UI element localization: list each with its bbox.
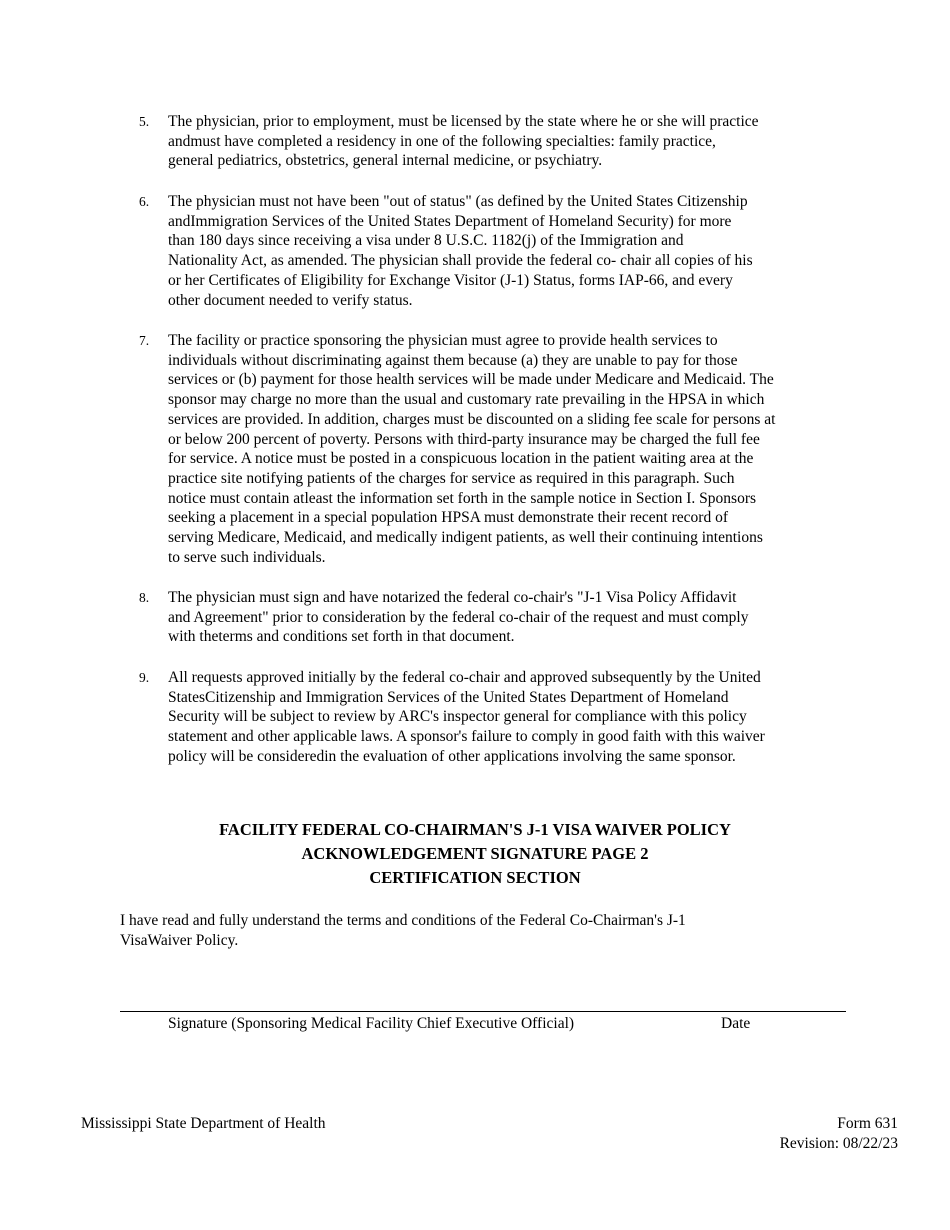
item-text-line: and Agreement" prior to consideration by the federal co-chair of the request and must comply	[168, 608, 749, 626]
item-text-line: general pediatrics, obstetrics, general internal medicine, or psychiatry.	[168, 152, 603, 170]
heading-line-2: ACKNOWLEDGEMENT SIGNATURE PAGE 2	[301, 843, 649, 863]
item-text-line: for service. A notice must be posted in a conspicuous location in the patient waiting area at the	[168, 450, 754, 468]
item-text-line: andImmigration Services of the United States Department of Homeland Security) for more	[168, 212, 732, 230]
item-text-line: andmust have completed a residency in one of the following specialties: family practice,	[168, 132, 716, 150]
certification-statement	[120, 911, 686, 950]
item-text-line: than 180 days since receiving a visa under 8 U.S.C. 1182(j) of the Immigration and	[168, 232, 684, 250]
policy-item-6	[139, 192, 840, 310]
item-text-line: The physician, prior to employment, must be licensed by the state where he or she will practice	[168, 113, 759, 130]
item-text-line: serving Medicare, Medicaid, and medically indigent patients, as well their continuing intentions	[168, 529, 763, 547]
footer-revision: Revision: 08/22/23	[779, 1135, 898, 1152]
policy-item-9	[139, 668, 840, 767]
item-text-line: seeking a placement in a special population HPSA must demonstrate their recent record of	[168, 509, 728, 527]
item-number: 8.	[139, 590, 150, 605]
date-label: Date	[721, 1015, 751, 1032]
item-text-line: practice site notifying patients of the charges for service as required in this paragraph. Such	[168, 469, 735, 487]
heading-line-3: CERTIFICATION SECTION	[369, 867, 581, 887]
item-text-line: StatesCitizenship and Immigration Services of the United States Department of Homeland	[168, 688, 729, 706]
footer-form-number: Form 631	[837, 1115, 898, 1132]
policy-item-8	[139, 588, 840, 647]
item-text-line: The physician must not have been "out of status" (as defined by the United States Citizenship	[168, 193, 748, 210]
footer-department: Mississippi State Department of Health	[81, 1115, 326, 1132]
section-heading	[0, 818, 950, 889]
footer-form-info	[780, 1114, 898, 1154]
item-text-line: statement and other applicable laws. A sponsor's failure to comply in good faith with this waiver	[168, 728, 765, 746]
item-number: 9.	[139, 670, 150, 685]
signature-label: Signature (Sponsoring Medical Facility Chief Executive Official)	[168, 1015, 575, 1032]
item-text-line: Nationality Act, as amended. The physician shall provide the federal co- chair all copies of his	[168, 252, 753, 270]
certification-line-2: VisaWaiver Policy.	[120, 931, 239, 949]
item-text-line: notice must contain atleast the information set forth in the sample notice in Section I. Sponsors	[168, 489, 757, 507]
item-text-line: to serve such individuals.	[168, 548, 326, 566]
item-text-line: The facility or practice sponsoring the physician must agree to provide health services to	[168, 332, 718, 349]
item-text-line: services or (b) payment for those health services will be made under Medicare and Medicaid. The	[168, 371, 774, 389]
item-text-line: All requests approved initially by the federal co-chair and approved subsequently by the United	[168, 669, 761, 686]
heading-line-1: FACILITY FEDERAL CO-CHAIRMAN'S J-1 VISA WAIVER POLICY	[219, 820, 731, 839]
item-number: 5.	[139, 114, 150, 129]
item-number: 6.	[139, 194, 150, 209]
certification-line-1: I have read and fully understand the terms and conditions of the Federal Co-Chairman's J-1	[120, 912, 686, 929]
policy-item-5	[139, 112, 840, 171]
item-text-line: with theterms and conditions set forth in that document.	[168, 628, 515, 646]
policy-item-7	[139, 331, 840, 567]
signature-line[interactable]	[120, 1011, 846, 1012]
item-text-line: individuals without discriminating against them because (a) they are unable to pay for those	[168, 351, 738, 369]
item-text-line: Security will be subject to review by ARC's inspector general for compliance with this policy	[168, 708, 747, 726]
item-text-line: The physician must sign and have notarized the federal co-chair's "J-1 Visa Policy Affidavit	[168, 589, 737, 606]
item-text-line: or below 200 percent of poverty. Persons with third-party insurance may be charged the full fee	[168, 430, 760, 448]
item-text-line: or her Certificates of Eligibility for Exchange Visitor (J-1) Status, forms IAP-66, and every	[168, 271, 733, 289]
item-text-line: sponsor may charge no more than the usual and customary rate prevailing in the HPSA in which	[168, 391, 765, 409]
item-number: 7.	[139, 333, 150, 348]
item-text-line: policy will be consideredin the evaluation of other applications involving the same sponsor.	[168, 747, 736, 765]
item-text-line: other document needed to verify status.	[168, 291, 413, 309]
item-text-line: services are provided. In addition, charges must be discounted on a sliding fee scale for persons at	[168, 410, 776, 428]
